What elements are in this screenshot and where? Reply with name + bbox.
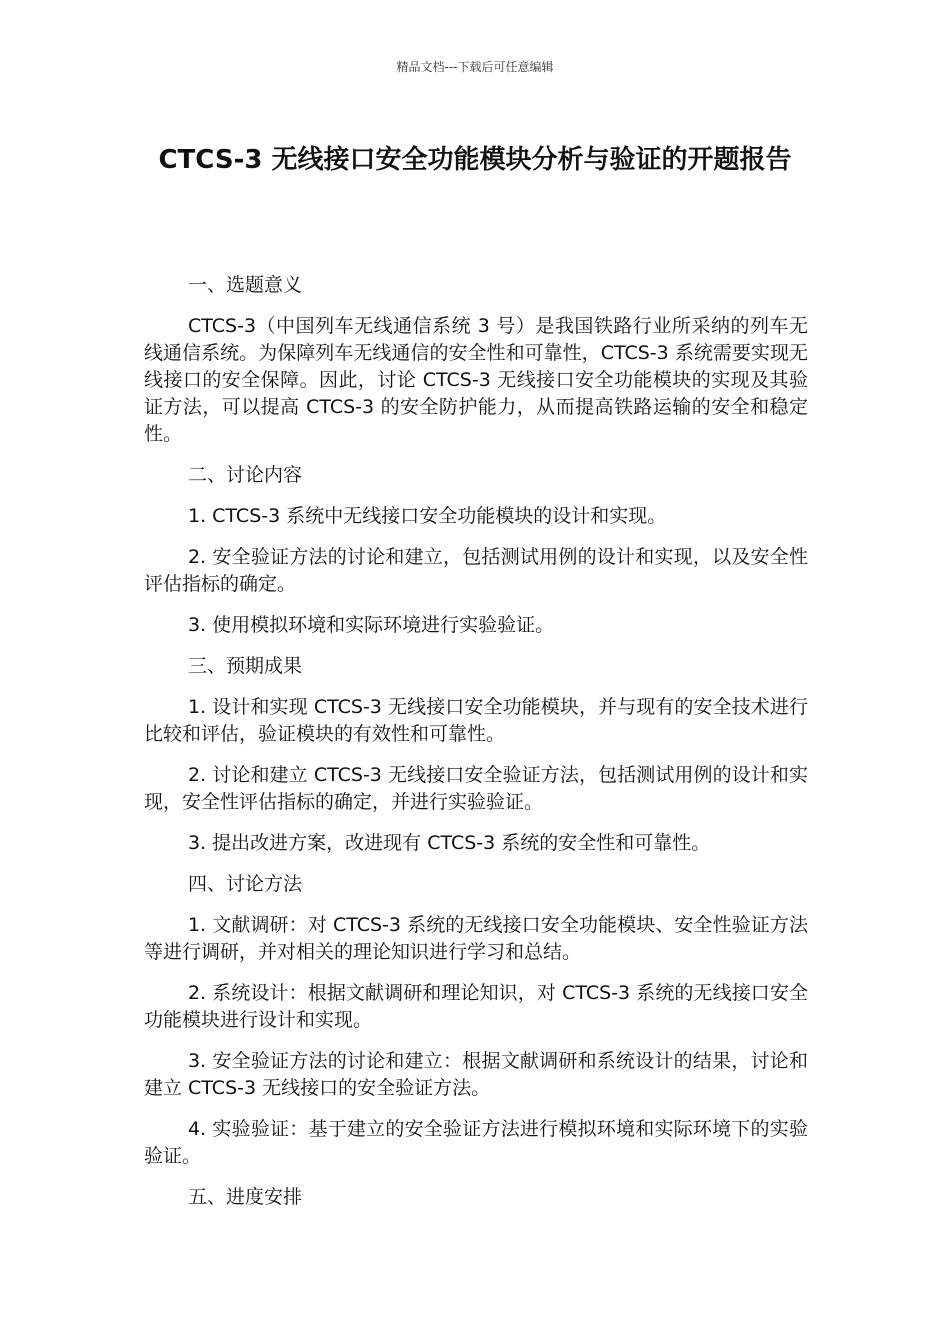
section-heading: 五、进度安排 (188, 1186, 303, 1208)
list-item: 4. 实验验证：基于建立的安全验证方法进行模拟环境和实际环境下的实验验证。 (144, 1118, 808, 1167)
list-item: 1. 文献调研：对 CTCS-3 系统的无线接口安全功能模块、安全性验证方法等进行调研，并对相关的理论知识进行学习和总结。 (144, 914, 808, 963)
section-heading: 四、讨论方法 (188, 873, 303, 895)
section-heading: 三、预期成果 (188, 655, 303, 677)
section-heading: 一、选题意义 (188, 274, 303, 296)
list-item: 2. 安全验证方法的讨论和建立，包括测试用例的设计和实现，以及安全性评估指标的确定。 (144, 546, 808, 595)
list-item: 3. 提出改进方案，改进现有 CTCS-3 系统的安全性和可靠性。 (188, 832, 711, 854)
list-item: 2. 讨论和建立 CTCS-3 无线接口安全验证方法，包括测试用例的设计和实现，安全性评估指标的确定，并进行实验验证。 (144, 764, 808, 813)
document-body (144, 272, 808, 1225)
section-heading: 二、讨论内容 (188, 464, 303, 486)
document-title: CTCS-3 无线接口安全功能模块分析与验证的开题报告 (158, 145, 792, 175)
list-item: 3. 使用模拟环境和实际环境进行实验验证。 (188, 614, 555, 636)
list-item: 1. 设计和实现 CTCS-3 无线接口安全功能模块，并与现有的安全技术进行比较和评估，验证模块的有效性和可靠性。 (144, 696, 808, 745)
header-note: 精品文档---下载后可任意编辑 (396, 60, 554, 74)
list-item: 2. 系统设计：根据文献调研和理论知识，对 CTCS-3 系统的无线接口安全功能模块进行设计和实现。 (144, 982, 808, 1031)
list-item: 1. CTCS-3 系统中无线接口安全功能模块的设计和实现。 (188, 505, 667, 527)
list-item: 3. 安全验证方法的讨论和建立：根据文献调研和系统设计的结果，讨论和建立 CTCS-3 无线接口的安全验证方法。 (144, 1050, 808, 1099)
paragraph: CTCS-3（中国列车无线通信系统 3 号）是我国铁路行业所采纳的列车无线通信系统。为保障列车无线通信的安全性和可靠性，CTCS-3 系统需要实现无线接口的安全保障。因此，讨论 CTCS-3 无线接口安全功能模块的实现及其验证方法，可以提高 CTCS-3 的安全防护能力，从而提高铁路运输的安全和稳定性。 (144, 315, 808, 445)
